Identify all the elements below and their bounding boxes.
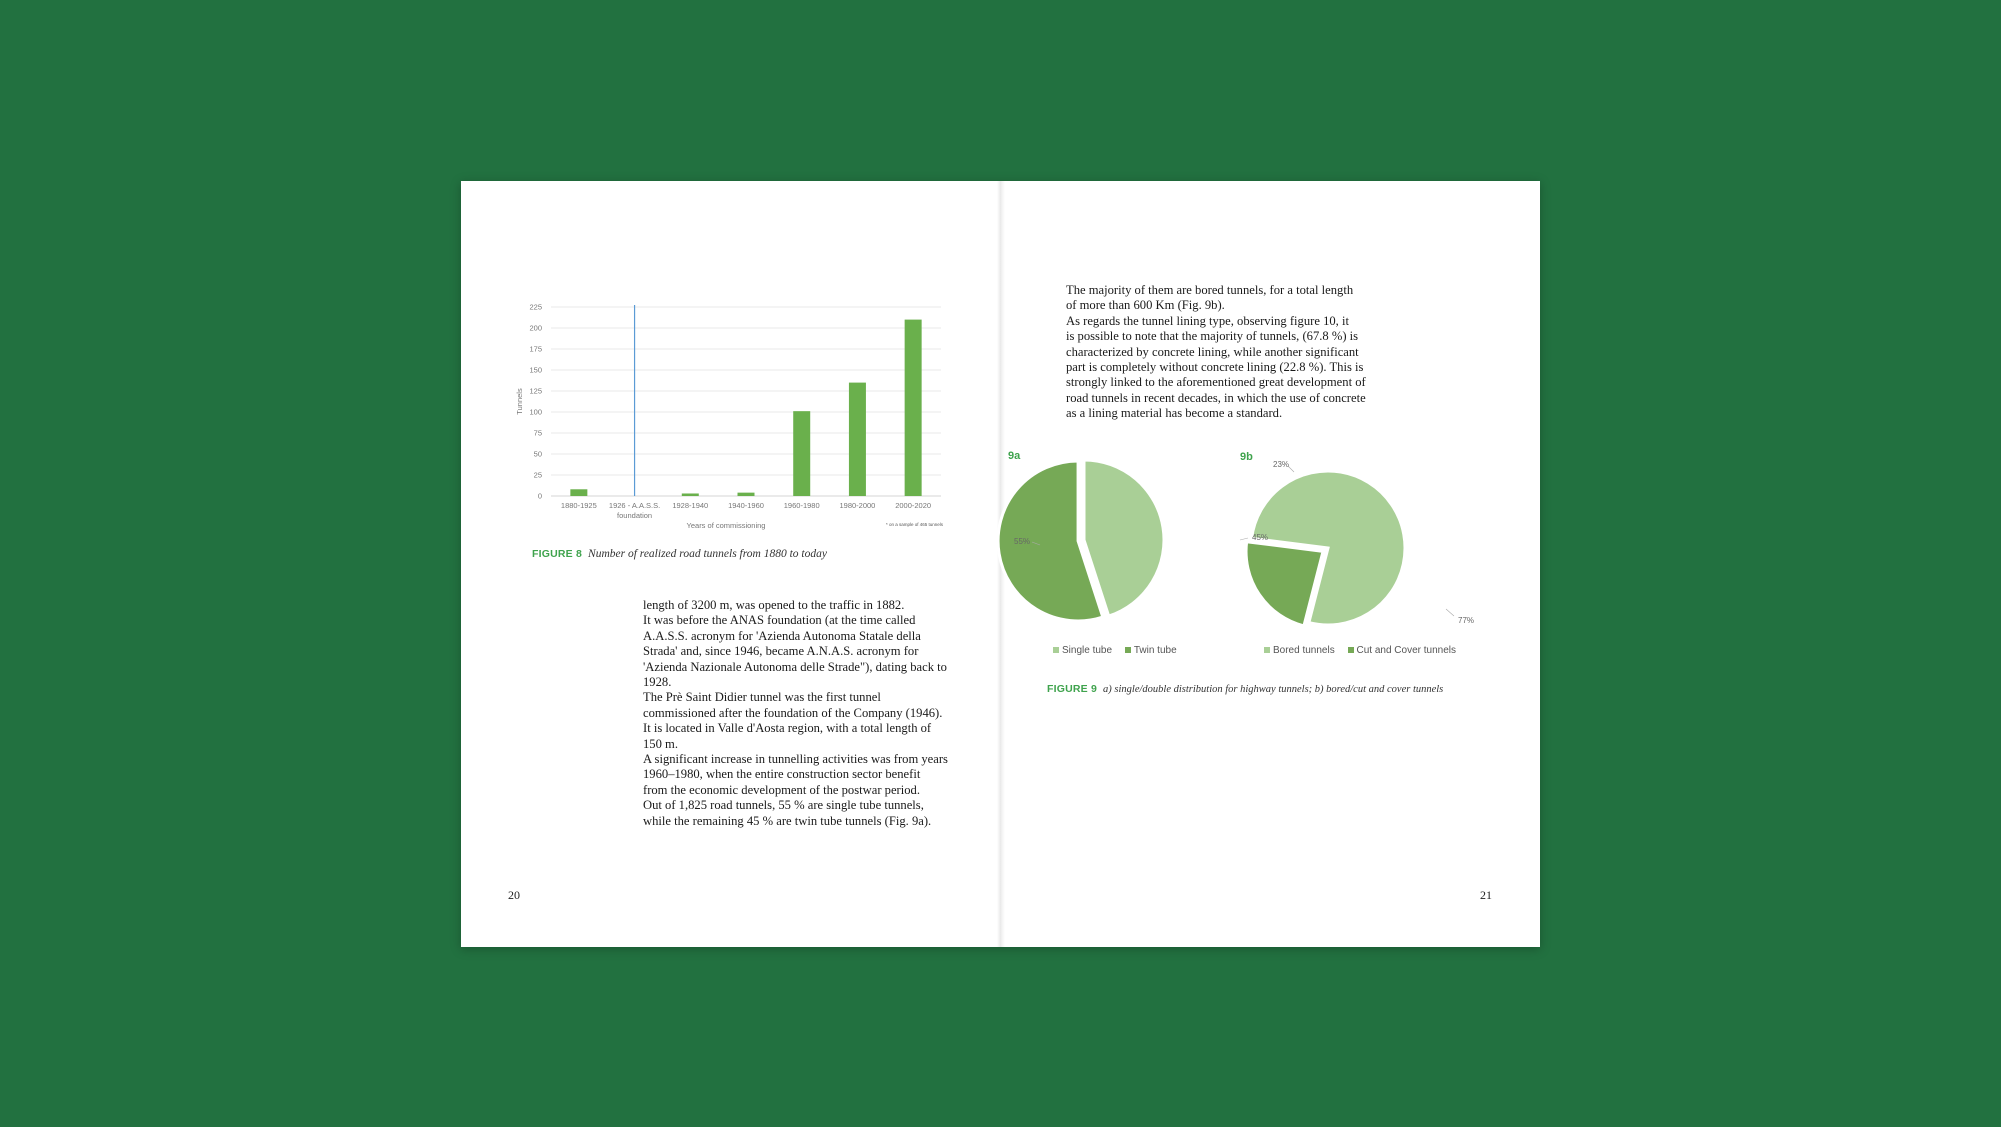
x-tick-label: 1926 - A.A.S.S.: [608, 501, 661, 510]
figure9-caption-text: a) single/double distribution for highway tunnels; b) bored/cut and cover tunnels: [1103, 684, 1444, 695]
bar: [682, 493, 699, 496]
legend-label: Cut and Cover tunnels: [1356, 645, 1457, 656]
bar: [905, 320, 922, 496]
pie9a-legend: [1053, 645, 1187, 656]
figure8-bar-chart: [461, 181, 999, 530]
legend-item-twin-tube: [1125, 645, 1177, 656]
figure9b-tag: 9b: [1240, 451, 1253, 463]
figure8-caption-text: Number of realized road tunnels from 1880 to today: [588, 548, 827, 560]
bar: [849, 383, 866, 496]
bar: [738, 493, 755, 496]
pie9a-label-single: 45%: [1252, 533, 1269, 542]
book-spread: [461, 181, 1540, 947]
legend-swatch: [1264, 647, 1270, 653]
figure8-label: FIGURE 8: [532, 548, 583, 560]
figure9-pie-charts: [1002, 441, 1540, 701]
figure9a-tag: 9a: [1008, 450, 1021, 462]
x-axis-label: Years of commissioning: [686, 521, 766, 530]
legend-label: Twin tube: [1133, 645, 1177, 656]
pie9b-label-bored: 77%: [1458, 616, 1475, 625]
y-tick-label: 200: [529, 323, 542, 333]
y-axis-label: Tunnels: [515, 388, 524, 415]
y-tick-label: 75: [533, 428, 542, 438]
y-tick-label: 125: [529, 386, 542, 396]
x-tick-label: 1880-1925: [560, 501, 597, 510]
left-body-text: length of 3200 m, was opened to the traffic in 1882. It was before the ANAS foundation (at the time called A.A.S.S. acronym for 'Azienda Autonoma Statale della Strada' and, since 1946, became A.N.A.S. acronym for 'Azienda Nazionale Autonoma delle Strade"), dating back to 1928. The Prè Saint Didier tunnel was the first tunnel commissioned after the foundation of the Company (1946). It is located in Valle d'Aosta region, with a total length of 150 m. A significant increase in tunnelling activities was from years 1960–1980, when the entire construction sector benefit from the economic development of the postwar period. Out of 1,825 road tunnels, 55 % are single tube tunnels, while the remaining 45 % are twin tube tunnels (Fig. 9a).: [643, 598, 948, 828]
legend-swatch: [1348, 647, 1354, 653]
sample-note: * on a sample of 465 tunnels: [885, 522, 943, 527]
figure9-caption: [1047, 683, 1443, 695]
pie9b-legend: [1264, 645, 1466, 656]
y-tick-label: 150: [529, 365, 542, 375]
right-body-text: The majority of them are bored tunnels, for a total length of more than 600 Km (Fig. 9b). As regards the tunnel lining type, observing figure 10, it is possible to note that the majority of tunnels, (67.8 %) is characterized by concrete lining, while another significant part is completely without concrete lining (22.8 %). This is strongly linked to the aforementioned great development of road tunnels in recent decades, in which the use of concrete as a lining material has become a standard.: [1066, 283, 1366, 421]
pie9b-label-cutcover: 23%: [1273, 460, 1290, 469]
legend-label: Bored tunnels: [1273, 645, 1335, 656]
x-tick-label: 1940-1960: [728, 501, 764, 510]
legend-item-bored: [1264, 645, 1335, 656]
right-page: [1002, 181, 1540, 947]
right-page-number: 21: [1480, 888, 1492, 902]
figure8-caption: [532, 548, 827, 560]
bar: [793, 411, 810, 496]
legend-swatch: [1053, 647, 1059, 653]
legend-item-single-tube: [1053, 645, 1112, 656]
left-page: [461, 181, 999, 947]
x-tick-label: 1980-2000: [839, 501, 876, 510]
pie9a-label-twin: 55%: [1014, 537, 1031, 546]
y-tick-label: 175: [529, 344, 542, 354]
x-tick-label: 1928-1940: [672, 501, 709, 510]
leader-line: [1446, 609, 1454, 616]
y-tick-label: 100: [529, 407, 542, 417]
leader-line: [1240, 538, 1248, 540]
figure9-label: FIGURE 9: [1047, 683, 1098, 695]
x-tick-label: 1960-1980: [783, 501, 820, 510]
y-tick-label: 25: [533, 470, 542, 480]
legend-item-cut-cover: [1348, 645, 1457, 656]
y-tick-label: 0: [537, 491, 542, 501]
y-tick-label: 225: [529, 302, 542, 312]
left-page-number: 20: [508, 888, 520, 902]
x-tick-label: foundation: [617, 511, 653, 520]
legend-label: Single tube: [1062, 645, 1113, 656]
x-tick-label: 2000-2020: [895, 501, 932, 510]
y-tick-label: 50: [533, 449, 542, 459]
bar: [570, 489, 587, 496]
legend-swatch: [1125, 647, 1131, 653]
